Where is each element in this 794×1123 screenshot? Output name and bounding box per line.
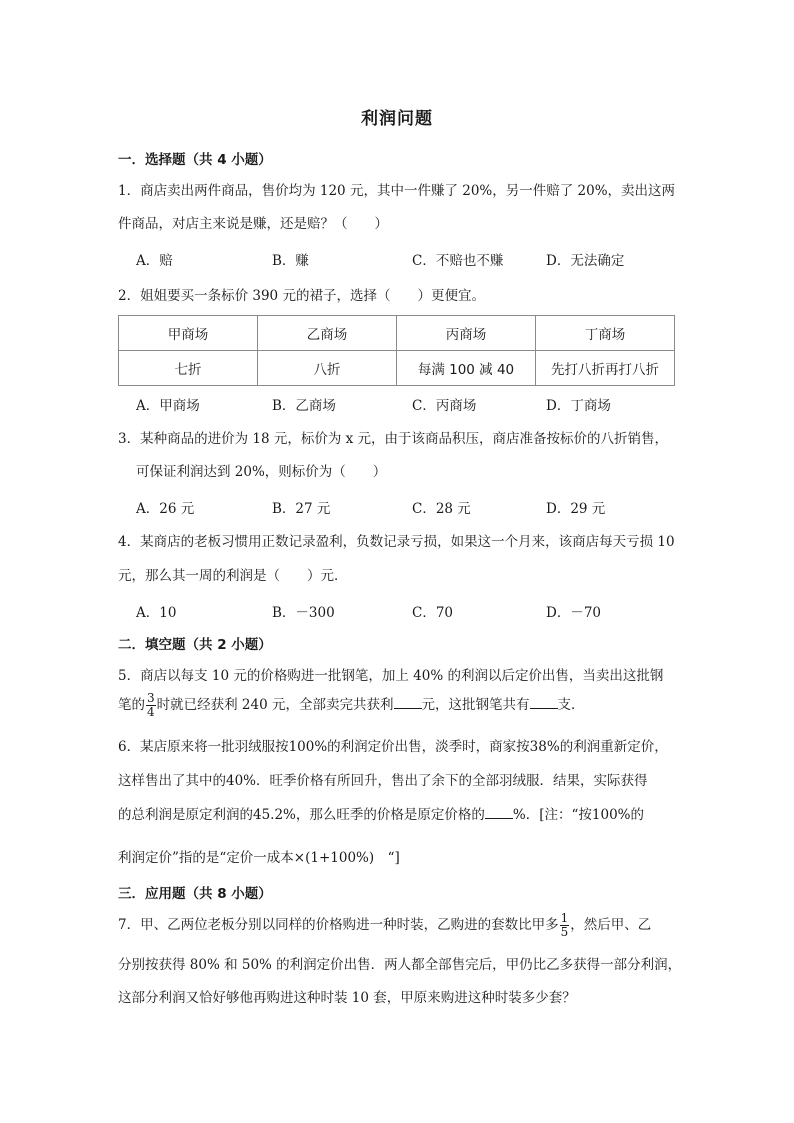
option-b: B．－300: [272, 605, 335, 621]
question-4-line-1: 4．某商店的老板习惯用正数记录盈利，负数记录亏损，如果这一个月来，该商店每天亏损 10: [118, 534, 675, 550]
text-segment: ，然后甲、乙: [570, 917, 652, 933]
table-cell: 七折: [119, 351, 258, 386]
option-c: C．70: [412, 605, 454, 621]
fraction-numerator: 3: [147, 691, 155, 705]
option-d: D．－70: [546, 605, 602, 621]
option-b: B．27 元: [272, 501, 331, 517]
table-cell: 乙商场: [258, 316, 397, 351]
table-cell: 丙商场: [397, 316, 536, 351]
question-3-line-1: 3．某种商品的进价为 18 元，标价为 x 元，由于该商品积压，商店准备按标价的八折销售，: [118, 431, 669, 447]
fraction: [146, 692, 156, 719]
fraction-denominator: 5: [560, 925, 569, 939]
table-cell: 甲商场: [119, 316, 258, 351]
text-segment: 的总利润是原定利润的45.2%，那么旺季的价格是原定价格的: [118, 807, 485, 823]
table-cell: 丁商场: [536, 316, 675, 351]
option-c: C．28 元: [412, 501, 471, 517]
option-c: C．不赔也不赚: [412, 253, 504, 269]
question-4-line-2: 元，那么其一周的利润是（ ）元．: [118, 568, 348, 584]
table-cell: 八折: [258, 351, 397, 386]
option-d: D．无法确定: [546, 253, 625, 269]
question-6-line-4: 利润定价”指的是“定价一成本×(1+100%) “]: [118, 850, 400, 866]
table-header-row: [119, 316, 675, 351]
table-row: [119, 351, 675, 386]
option-d: D．丁商场: [546, 398, 611, 414]
option-b: B．赚: [272, 253, 309, 269]
question-1-line-1: 1．商店卖出两件商品，售价均为 120 元，其中一件赚了 20%，另一件赔了 20%，卖出这两: [118, 183, 676, 199]
question-4-options: [136, 601, 736, 621]
question-5-line-2: [118, 692, 585, 719]
option-a: A．26 元: [136, 501, 195, 517]
text-segment: 7．甲、乙两位老板分别以同样的价格购进一种时装，乙购进的套数比甲多: [118, 917, 559, 933]
option-b: B．乙商场: [272, 398, 336, 414]
question-1-line-2: 件商品，对店主来说是赚，还是赔？（ ）: [118, 216, 388, 232]
question-7-line-1: [118, 912, 651, 939]
question-6-line-2: 这样售出了其中的40%．旺季价格有所回升，售出了余下的全部羽绒服．结果，实际获得: [118, 773, 648, 789]
question-1-options: [136, 249, 736, 269]
mall-discount-table: [118, 315, 675, 386]
question-5-line-1: 5．商店以每支 10 元的价格购进一批钢笔，加上 40% 的利润以后定价出售，当卖出这批钢: [118, 668, 664, 684]
section-heading-choice: 一．选择题（共 4 小题）: [118, 152, 272, 168]
text-segment: 笔的: [118, 697, 145, 713]
question-7-line-3: 这部分利润又恰好够他再购进这种时装 10 套，甲原来购进这种时装多少套？: [118, 990, 576, 1006]
option-c: C．丙商场: [412, 398, 477, 414]
text-segment: %．[注：“按100%的: [512, 807, 644, 823]
option-a: A．甲商场: [136, 398, 200, 414]
option-a: A．10: [136, 605, 177, 621]
table-cell: 每满 100 减 40: [397, 351, 536, 386]
question-6-line-1: 6．某店原来将一批羽绒服按100%的利润定价出售，淡季时，商家按38%的利润重新定价，: [118, 739, 668, 755]
text-segment: 时就已经获利 240 元，全部卖完共获利: [156, 697, 394, 713]
text-segment: 元，这批钢笔共有: [421, 697, 530, 713]
question-7-line-2: 分别按获得 80% 和 50% 的利润定价出售．两人都全部售完后，甲仍比乙多获得一部分利润，: [118, 957, 682, 973]
section-heading-fill-blank: 二．填空题（共 2 小题）: [118, 637, 272, 653]
section-heading-application: 三．应用题（共 8 小题）: [118, 886, 272, 902]
fraction: [560, 912, 570, 939]
answer-blank[interactable]: [394, 696, 422, 709]
question-3-line-2: 可保证利润达到 20%，则标价为（ ）: [136, 464, 387, 480]
answer-blank[interactable]: [530, 696, 558, 709]
fraction-denominator: 4: [147, 705, 155, 719]
table-cell: 先打八折再打八折: [536, 351, 675, 386]
question-2-line-1: 2．姐姐要买一条标价 390 元的裙子，选择（ ）更便宜。: [118, 288, 485, 304]
option-d: D．29 元: [546, 501, 606, 517]
question-2-options: [136, 394, 736, 414]
page-title: 利润问题: [361, 109, 433, 129]
question-3-options: [136, 497, 736, 517]
fraction-numerator: 1: [560, 911, 569, 925]
question-6-line-3: [118, 803, 644, 823]
answer-blank[interactable]: [485, 806, 513, 819]
text-segment: 支．: [557, 697, 585, 713]
option-a: A．赔: [136, 253, 173, 269]
